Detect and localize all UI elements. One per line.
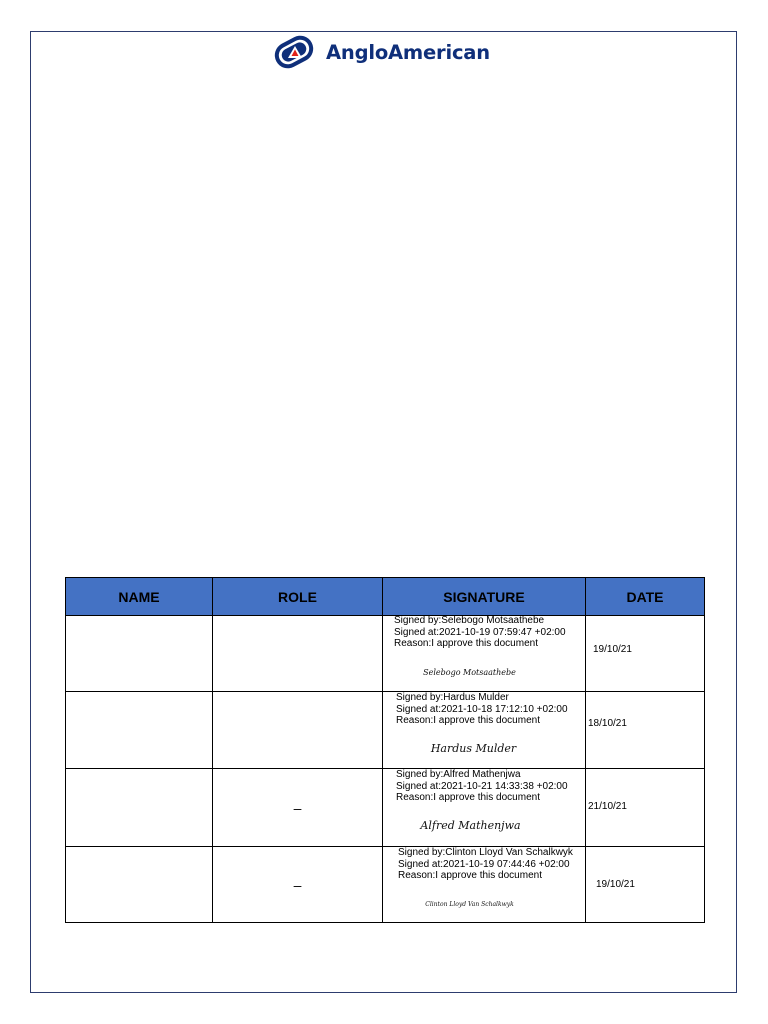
name-cell [66,692,213,769]
handwritten-signature: Hardus Mulder [430,741,517,755]
column-header-signature: SIGNATURE [383,578,586,616]
approval-signature-table [65,577,705,923]
table-row [66,692,705,769]
signed-by-text: Signed by:Alfred Mathenjwa [396,769,521,780]
reason-text: Reason:I approve this document [398,870,542,881]
date-text: 21/10/21 [588,801,627,812]
reason-text: Reason:I approve this document [394,638,538,649]
signed-by-text: Signed by:Hardus Mulder [396,692,509,703]
signed-by-text: Signed by:Clinton Lloyd Van Schalkwyk [398,847,573,858]
role-cell [213,616,383,692]
anglo-american-emblem-icon [268,33,320,71]
name-cell [66,769,213,847]
logo-wordmark: AngloAmerican [326,40,490,64]
signed-by-text: Signed by:Selebogo Motsaathebe [394,615,545,626]
column-header-name: NAME [66,578,213,616]
role-cell: – [213,847,383,923]
column-header-date: DATE [586,578,705,616]
reason-text: Reason:I approve this document [396,792,540,803]
column-header-role: ROLE [213,578,383,616]
date-text: 18/10/21 [588,717,627,729]
reason-text: Reason:I approve this document [396,715,540,726]
table-row [66,847,705,923]
signature-cell [383,847,586,923]
signed-at-text: Signed at:2021-10-18 17:12:10 +02:00 [396,703,568,715]
handwritten-signature: Clinton Lloyd Van Schalkwyk [425,900,514,908]
signed-at-text: Signed at:2021-10-19 07:44:46 +02:00 [398,858,570,870]
role-cell [213,692,383,769]
name-cell [66,616,213,692]
handwritten-signature: Selebogo Motsaathebe [423,667,516,677]
table-header-row [66,578,705,616]
date-cell [586,769,705,847]
date-cell [586,847,705,923]
date-cell [586,692,705,769]
role-cell: – [213,769,383,847]
signature-cell [383,692,586,769]
name-cell [66,847,213,923]
company-logo [268,33,490,71]
signed-at-text: Signed at:2021-10-21 14:33:38 +02:00 [396,780,568,792]
table-row [66,616,705,692]
signature-cell [383,769,586,847]
date-text: 19/10/21 [593,644,632,655]
signed-at-text: Signed at:2021-10-19 07:59:47 +02:00 [394,626,566,638]
date-text: 19/10/21 [596,879,635,890]
signature-cell [383,616,586,692]
handwritten-signature: Alfred Mathenjwa [420,818,521,832]
date-cell [586,616,705,692]
table-row [66,769,705,847]
